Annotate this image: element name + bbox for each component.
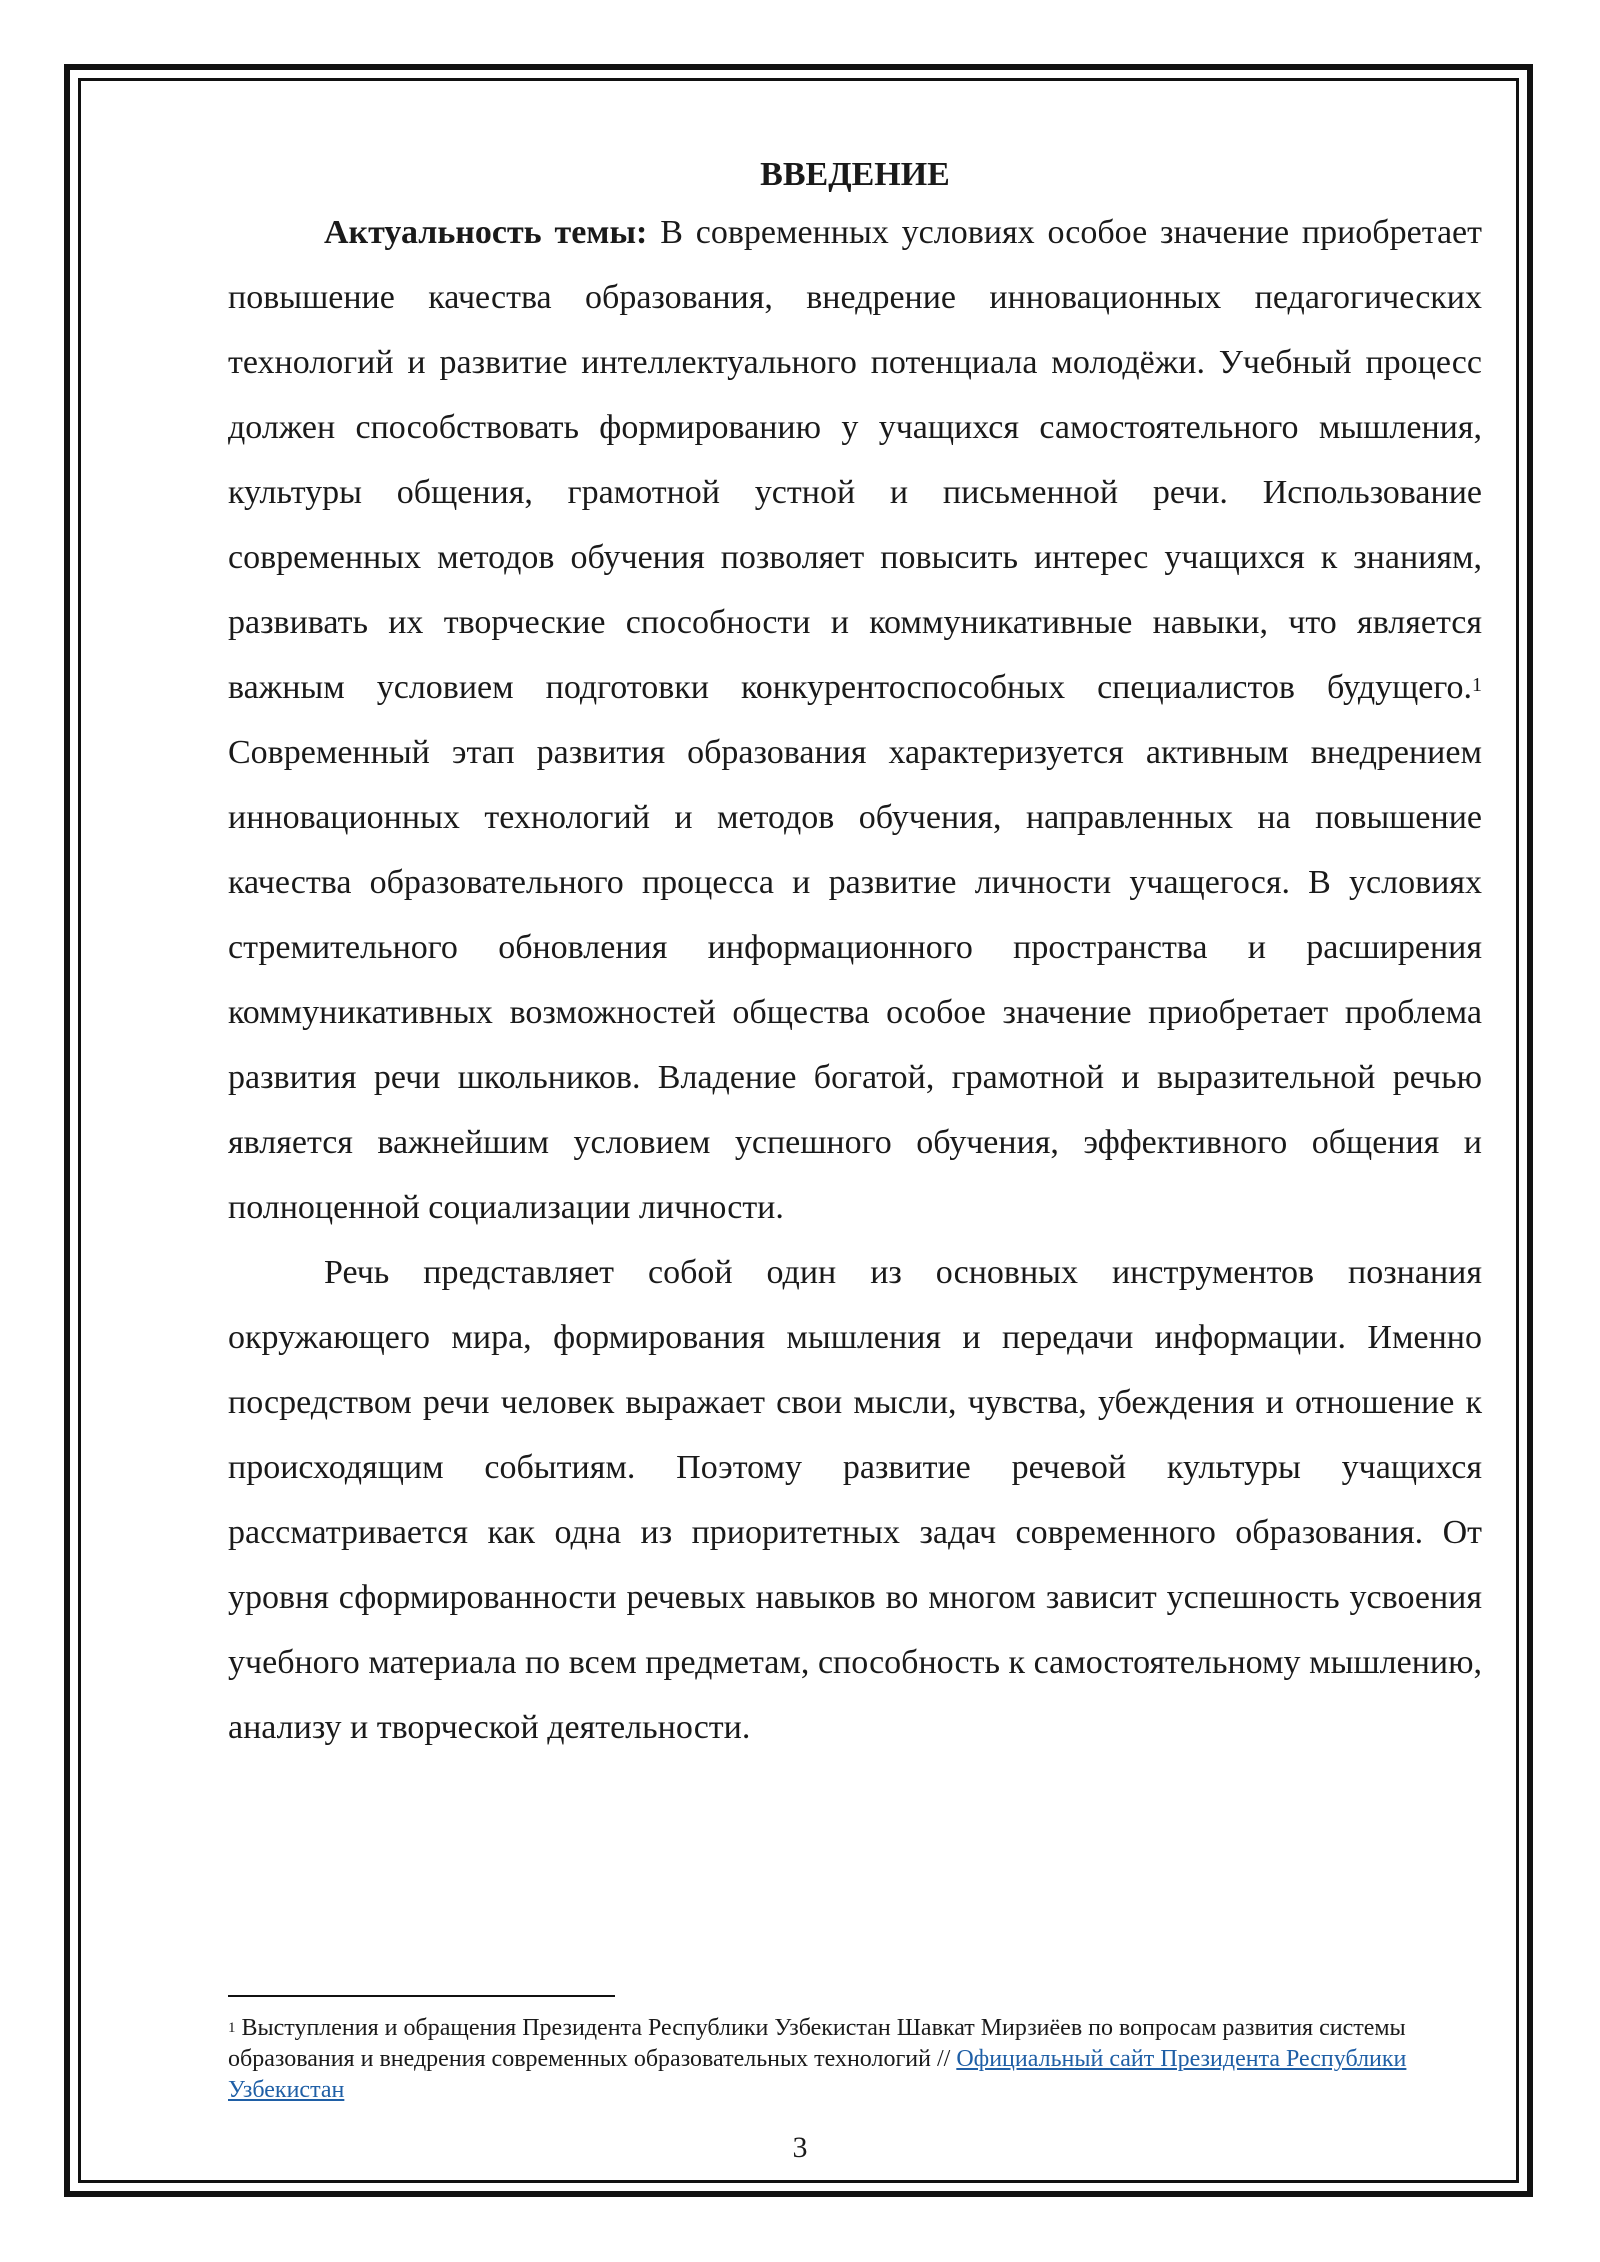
page-number: 3 — [792, 2131, 808, 2164]
footnote-separator — [228, 1995, 615, 1997]
paragraph-relevance-part1: В современных условиях особое значение приобретает повышение качества образования, внедрение инновационных педагогических технологий и развитие интеллектуального потенциала молодёжи. Учебный процесс должен способствовать формированию у учащихся самостоятельного мышления, культуры общения, грамотной устной и письменной речи. Использование современных методов обучения позволяет повысить интерес учащихся к знаниям, развивать их творческие способности и коммуникативные навыки, что является важным условием подготовки конкурентоспособных специалистов будущего. — [228, 214, 1483, 706]
footnote-link[interactable]: Официальный сайт Президента Республики Узбекистан — [228, 2046, 1407, 2103]
paragraph-speech: Речь представляет собой один из основных инструментов познания окружающего мира, формирования мышления и передачи информации. Именно посредством речи человек выражает свои мысли, чувства, убеждения и отношение к происходящим событиям. Поэтому развитие речевой культуры учащихся рассматривается как одна из приоритетных задач современного образования. От уровня сформированности речевых навыков во многом зависит успешность усвоения учебного материала по всем предметам, способность к самостоятельному мышлению, анализу и творческой деятельности. — [228, 1254, 1482, 1746]
footnotes-section — [228, 1995, 1482, 2106]
document-body — [228, 150, 1482, 1760]
paragraph-relevance-part2: Современный этап развития образования характеризуется активным внедрением инновационных технологий и методов обучения, направленных на повышение качества образовательного процесса и развитие личности учащегося. В условиях стремительного обновления информационного пространства и расширения коммуникативных возможностей общества особое значение приобретает проблема развития речи школьников. Владение богатой, грамотной и выразительной речью является важнейшим условием успешного обучения, эффективного общения и полноценной социализации личности. — [228, 734, 1482, 1226]
footnote-marker: 1 — [228, 2020, 236, 2036]
footnote-1 — [228, 2013, 1482, 2106]
relevance-lead: Актуальность темы: — [324, 214, 648, 251]
footnote-reference[interactable]: 1 — [1472, 674, 1482, 696]
page-title: ВВЕДЕНИЕ — [760, 156, 950, 193]
paragraph-relevance — [228, 200, 1482, 1240]
footnote-text: Выступления и обращения Президента Республики Узбекистан Шавкат Мирзиёев по вопросам развития системы образования и внедрения современных образовательных технологий // — [228, 2015, 1406, 2072]
